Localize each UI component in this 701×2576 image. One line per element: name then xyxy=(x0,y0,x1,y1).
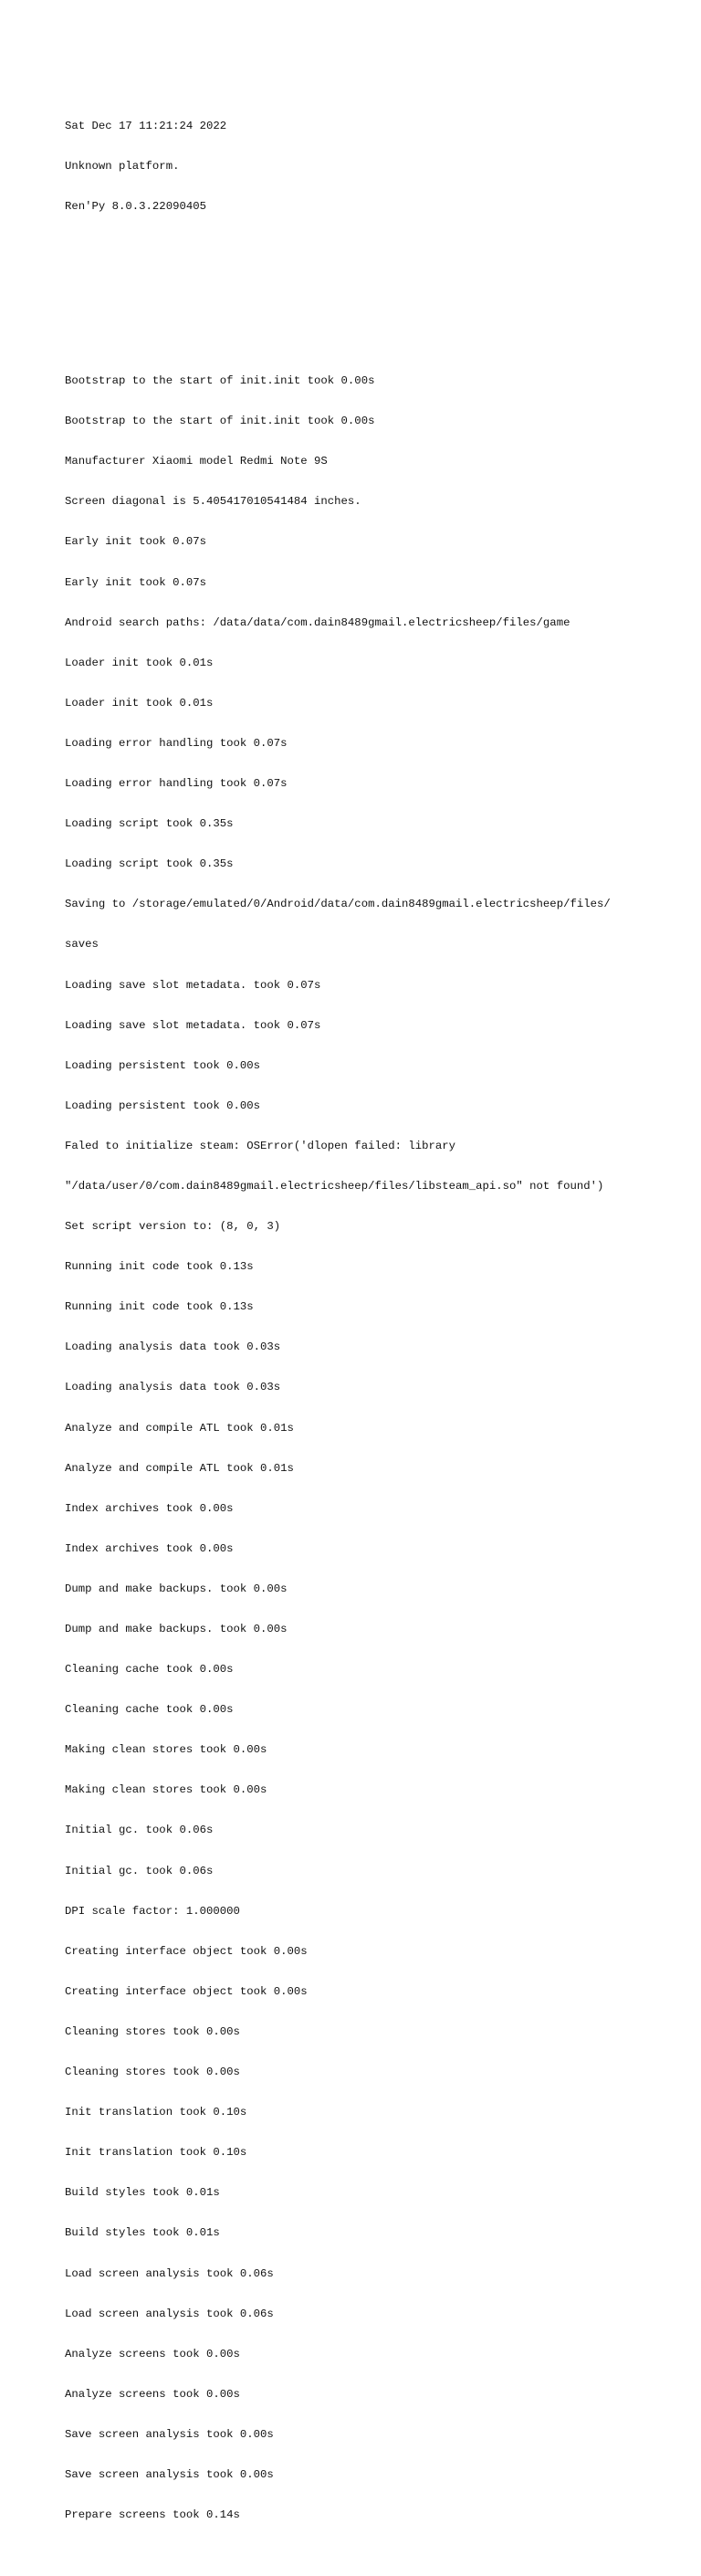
log-line: Initial gc. took 0.06s xyxy=(65,1864,214,1877)
log-line: Init translation took 0.10s xyxy=(65,2106,247,2119)
log-line: Ren'Py 8.0.3.22090405 xyxy=(65,200,206,213)
log-line: Faled to initialize steam: OSError('dlopen failed: library xyxy=(65,1139,456,1152)
log-line: DPI scale factor: 1.000000 xyxy=(65,1904,240,1918)
log-line: Build styles took 0.01s xyxy=(65,2226,220,2240)
log-line: Build styles took 0.01s xyxy=(65,2186,220,2200)
log-line: Save screen analysis took 0.00s xyxy=(65,2427,274,2441)
log-line: Creating interface object took 0.00s xyxy=(65,1984,308,1998)
log-line: Cleaning cache took 0.00s xyxy=(65,1703,234,1717)
log-line: Cleaning stores took 0.00s xyxy=(65,2024,240,2038)
log-line: saves xyxy=(65,938,99,952)
log-line: "/data/user/0/com.dain8489gmail.electricsheep/files/libsteam_api.so" not found') xyxy=(65,1179,604,1193)
log-line: Load screen analysis took 0.06s xyxy=(65,2307,274,2320)
log-line: Manufacturer Xiaomi model Redmi Note 9S xyxy=(65,455,328,468)
log-line: Analyze screens took 0.00s xyxy=(65,2347,240,2360)
log-line: Loading analysis data took 0.03s xyxy=(65,1341,281,1354)
log-line: Loading script took 0.35s xyxy=(65,857,234,871)
log-line: Analyze screens took 0.00s xyxy=(65,2387,240,2401)
log-line: Bootstrap to the start of init.init took 0.00s xyxy=(65,374,375,388)
log-line: Loading save slot metadata. took 0.07s xyxy=(65,1018,321,1032)
log-line: Loading analysis data took 0.03s xyxy=(65,1381,281,1394)
log-line: Load screen analysis took 0.06s xyxy=(65,2266,274,2280)
log-line: Prepare screens took 0.14s xyxy=(65,2508,240,2522)
log-line: Sat Dec 17 11:21:24 2022 xyxy=(65,119,227,132)
log-line: Making clean stores took 0.00s xyxy=(65,1783,267,1797)
log-line: Creating interface object took 0.00s xyxy=(65,1944,308,1958)
log-text xyxy=(65,66,685,2576)
log-line: Initial gc. took 0.06s xyxy=(65,1824,214,1837)
log-line: Cleaning stores took 0.00s xyxy=(65,2066,240,2079)
log-header xyxy=(65,92,685,321)
log-line: Set script version to: (8, 0, 3) xyxy=(65,1220,281,1234)
log-line: Making clean stores took 0.00s xyxy=(65,1743,267,1757)
log-line: Early init took 0.07s xyxy=(65,535,206,549)
log-line: Early init took 0.07s xyxy=(65,575,206,589)
log-line: Save screen analysis took 0.00s xyxy=(65,2467,274,2481)
log-line: Index archives took 0.00s xyxy=(65,1541,234,1555)
log-line: Loading error handling took 0.07s xyxy=(65,777,288,791)
log-line: Init translation took 0.10s xyxy=(65,2146,247,2160)
blank-line xyxy=(65,240,685,254)
log-line: Dump and make backups. took 0.00s xyxy=(65,1623,288,1635)
log-line: Analyze and compile ATL took 0.01s xyxy=(65,1421,294,1435)
log-line: Android search paths: /data/data/com.dain8489gmail.electricsheep/files/game xyxy=(65,615,570,629)
log-line: Loading save slot metadata. took 0.07s xyxy=(65,978,321,992)
log-body xyxy=(65,348,685,2549)
log-line: Dump and make backups. took 0.00s xyxy=(65,1582,288,1595)
log-line: Bootstrap to the start of init.init took 0.00s xyxy=(65,415,375,428)
log-line: Loading persistent took 0.00s xyxy=(65,1058,261,1072)
log-line: Loading persistent took 0.00s xyxy=(65,1099,261,1112)
log-line: Analyze and compile ATL took 0.01s xyxy=(65,1461,294,1475)
log-line: Unknown platform. xyxy=(65,159,180,173)
log-line: Loading error handling took 0.07s xyxy=(65,736,288,750)
log-line: Loader init took 0.01s xyxy=(65,696,214,710)
log-line: Running init code took 0.13s xyxy=(65,1300,254,1314)
log-line: Running init code took 0.13s xyxy=(65,1260,254,1274)
log-line: Screen diagonal is 5.405417010541484 inches. xyxy=(65,495,361,509)
blank-line xyxy=(65,280,685,294)
log-line: Cleaning cache took 0.00s xyxy=(65,1663,234,1677)
log-line: Index archives took 0.00s xyxy=(65,1501,234,1515)
log-line: Loading script took 0.35s xyxy=(65,817,234,831)
log-line: Loader init took 0.01s xyxy=(65,656,214,669)
log-line: Saving to /storage/emulated/0/Android/data/com.dain8489gmail.electricsheep/files/ xyxy=(65,898,611,911)
